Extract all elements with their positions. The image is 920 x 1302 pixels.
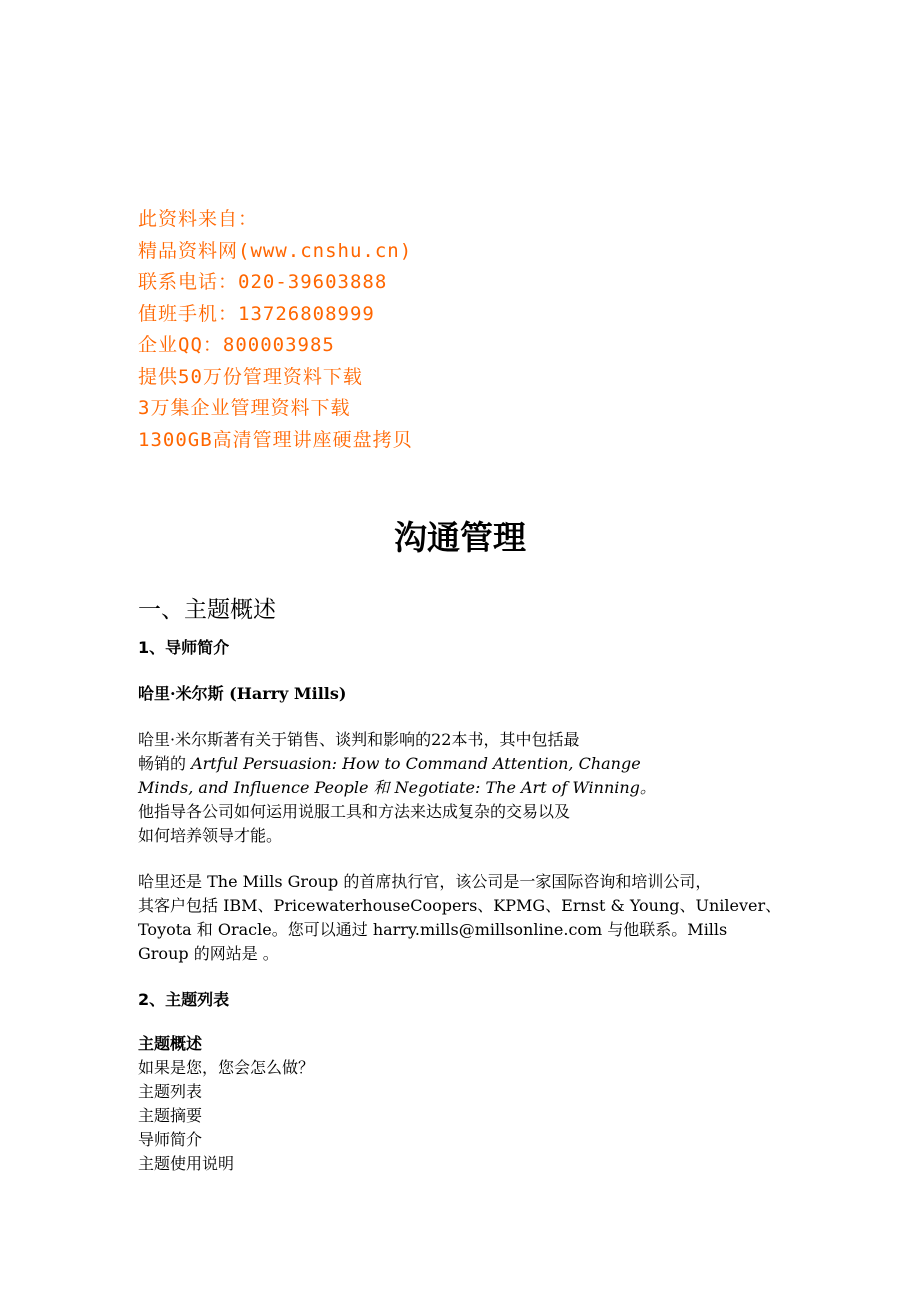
topic-list-item: 导师简介 [138, 1130, 203, 1149]
book-title: Artful Persuasion: How to Command Attention, Change [191, 754, 641, 773]
book-title: Negotiate: The Art of Winning [394, 778, 640, 797]
book-title: Minds, and Influence People [138, 778, 369, 797]
source-info-line: 3万集企业管理资料下载 [138, 397, 351, 419]
subsection-heading-topics: 2、主题列表 [138, 990, 230, 1009]
document-title: 沟通管理 [394, 518, 526, 557]
source-info-line: 1300GB高清管理讲座硬盘拷贝 [138, 428, 413, 451]
bio-paragraph-2 [138, 870, 818, 966]
bio-line: 他指导各公司如何运用说服工具和方法来达成复杂的交易以及 [138, 802, 571, 821]
source-info-line: 此资料来自： [138, 208, 259, 230]
topic-list-item: 如果是您，您会怎么做？ [138, 1058, 315, 1077]
bio-line: 其客户包括 IBM、PricewaterhouseCoopers、KPMG、Ernst & Young、Unilever、 [138, 896, 782, 915]
subsection-heading-mentor: 1、导师简介 [138, 638, 230, 657]
topic-list-item: 主题摘要 [138, 1106, 203, 1125]
source-info-block [138, 204, 738, 456]
topic-list-item: 主题列表 [138, 1082, 203, 1101]
bio-line: 哈里还是 The Mills Group 的首席执行官，该公司是一家国际咨询和培训公司， [138, 872, 712, 891]
bio-line: 如何培养领导才能。 [138, 826, 283, 845]
bio-line: Toyota 和 Oracle。您可以通过 harry.mills@millsonline.com 与他联系。Mills [138, 920, 728, 939]
source-info-line: 值班手机：13726808999 [138, 302, 375, 325]
bio-line: Group 的网站是 。 [138, 944, 279, 963]
source-info-line: 企业QQ：800003985 [138, 334, 335, 356]
mentor-name: 哈里·米尔斯 (Harry Mills) [138, 684, 347, 703]
bio-text: 。 [639, 778, 656, 797]
bio-line [138, 776, 818, 800]
bio-text: 和 [368, 778, 395, 797]
source-info-line: 精品资料网(www.cnshu.cn) [138, 239, 413, 262]
bio-line: 哈里·米尔斯著有关于销售、谈判和影响的22本书，其中包括最 [138, 730, 580, 749]
section-heading: 一、主题概述 [138, 597, 276, 623]
topic-list-heading: 主题概述 [138, 1034, 203, 1053]
bio-line [138, 752, 818, 776]
bio-text: 畅销的 [138, 754, 192, 773]
topic-list-item: 主题使用说明 [138, 1154, 235, 1173]
source-info-line: 提供50万份管理资料下载 [138, 365, 363, 388]
topic-list [138, 1032, 314, 1176]
bio-paragraph-1 [138, 728, 818, 848]
source-info-line: 联系电话：020-39603888 [138, 271, 388, 293]
